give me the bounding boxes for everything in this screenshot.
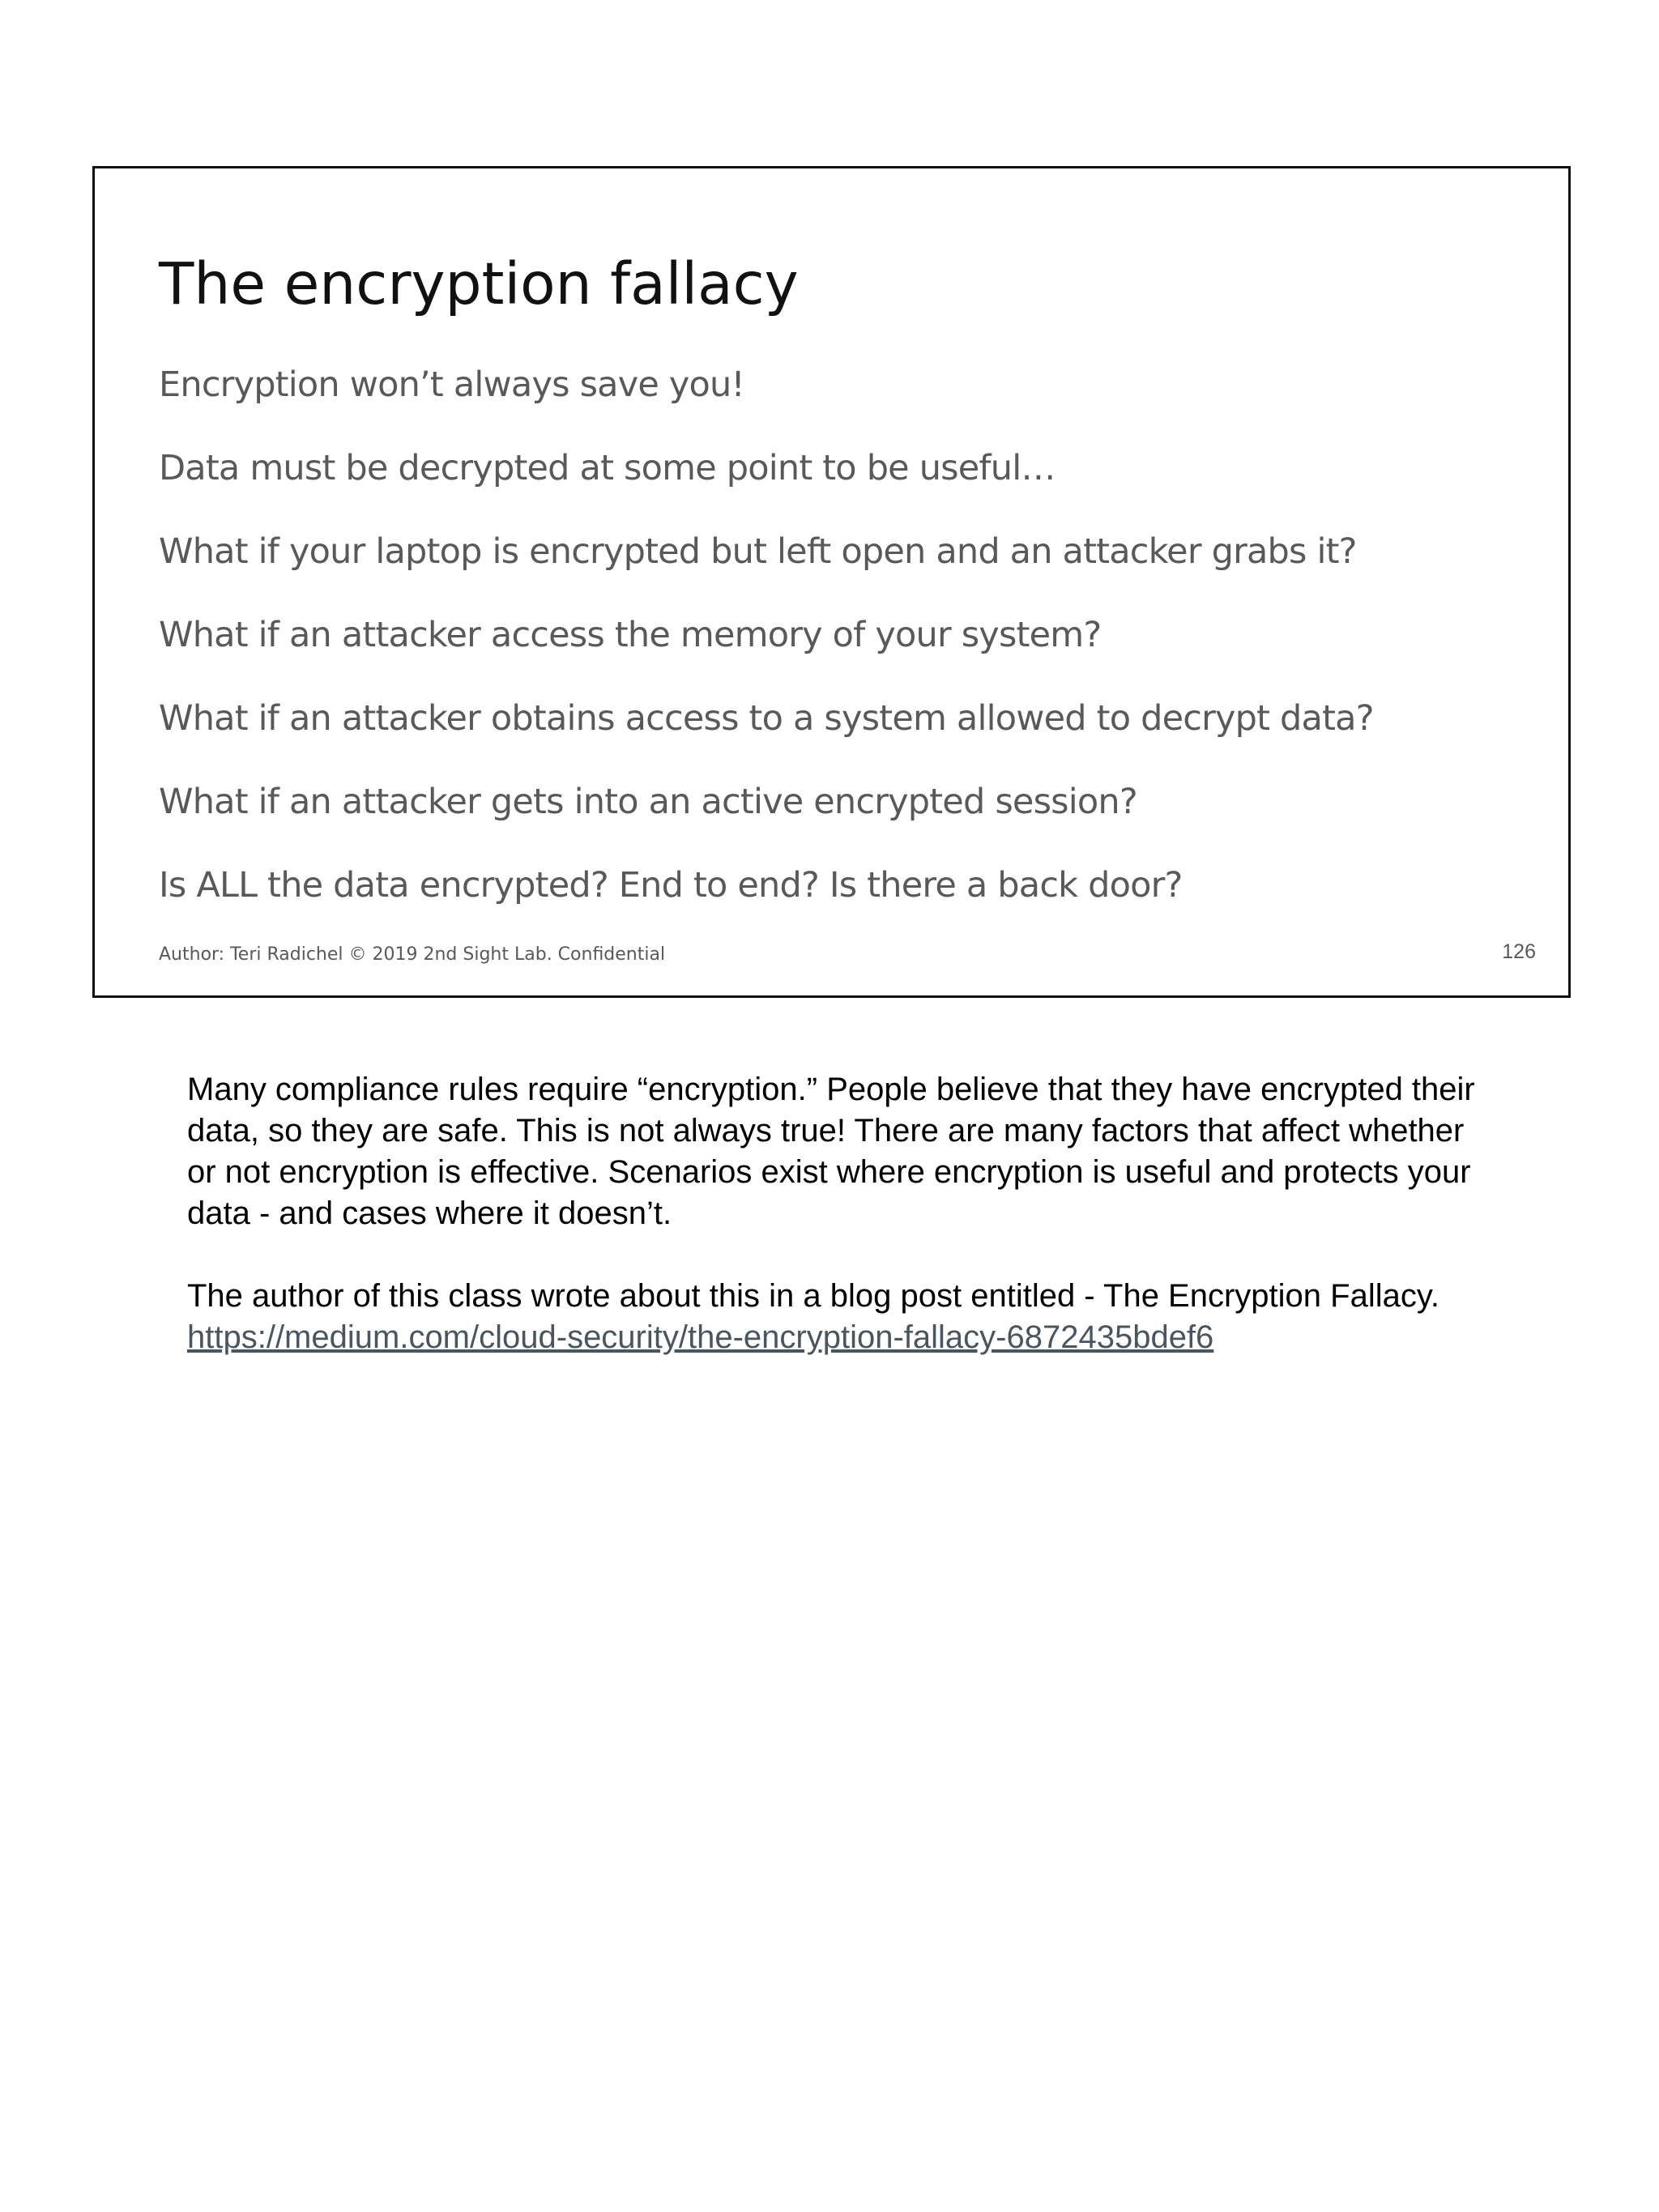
slide-frame: [92, 166, 1571, 998]
blog-post-link[interactable]: https://medium.com/cloud-security/the-encryption-fallacy-6872435bdef6: [187, 1319, 1214, 1355]
speaker-notes: [187, 1069, 1499, 1358]
notes-paragraph: Many compliance rules require “encryption.” People believe that they have encrypted their data, so they are safe. This is not always true! There are many factors that affect whether or not encryption is effective. Scenarios exist where encryption is useful and protects your data - and cases where it doesn’t.: [187, 1072, 1475, 1231]
slide-bullet: What if an attacker access the memory of your system?: [159, 615, 1102, 655]
slide-footer-author: Author: Teri Radichel © 2019 2nd Sight Lab. Confidential: [159, 944, 666, 965]
slide-bullet: Is ALL the data encrypted? End to end? Is there a back door?: [159, 865, 1183, 906]
notes-spacer: [187, 1234, 1499, 1276]
slide-bullet: Data must be decrypted at some point to be useful…: [159, 448, 1056, 488]
slide-page-number: 126: [1502, 940, 1536, 963]
notes-link-line: [187, 1317, 1499, 1358]
slide-bullet-list: [159, 360, 1374, 944]
slide-bullet: What if an attacker gets into an active encrypted session?: [159, 782, 1137, 822]
slide-title: The encryption fallacy: [159, 250, 799, 318]
slide-bullet: What if an attacker obtains access to a system allowed to decrypt data?: [159, 698, 1374, 739]
notes-paragraph: The author of this class wrote about this in a blog post entitled - The Encryption Fallacy.: [187, 1278, 1439, 1314]
slide-bullet: What if your laptop is encrypted but left open and an attacker grabs it?: [159, 531, 1357, 572]
slide-bullet: Encryption won’t always save you!: [159, 364, 744, 405]
